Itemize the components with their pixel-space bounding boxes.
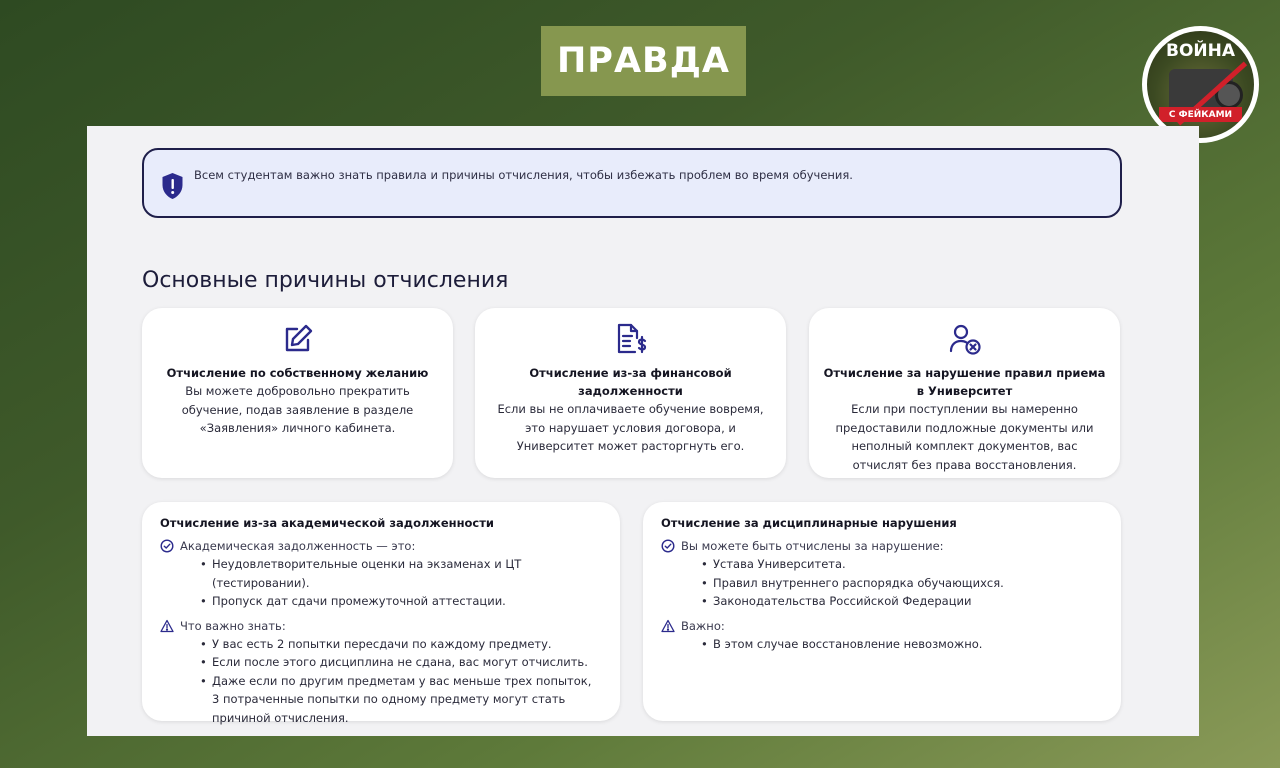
card-academic-debt [142,502,620,725]
card-desc: Вы можете добровольно прекратить обучение, подав заявление в разделе «Заявления» личного кабинета. [181,384,414,435]
card-title: Отчисление из-за академической задолженности [160,516,494,530]
list-item: • Законодательства Российской Федерации [701,592,1103,611]
check-circle-icon [160,539,174,553]
bullet-list [701,635,1103,654]
badge-logo [1147,31,1254,138]
bullet-list [200,555,602,611]
card-title: Отчисление за дисциплинарные нарушения [661,516,957,530]
bullet-list [200,635,602,728]
card-disciplinary [643,502,1121,721]
card-title: Отчисление из-за финансовой задолженности [529,366,732,398]
edit-icon [281,322,315,356]
invoice-dollar-icon [614,322,648,356]
check-row [661,537,1103,555]
bullet-list [701,555,1103,611]
notice-text: Всем студентам важно знать правила и причины отчисления, чтобы избежать проблем во время обучения. [194,168,853,182]
warning-row [160,617,602,635]
check-label: Академическая задолженность — это: [180,539,416,553]
list-item: • Пропуск дат сдачи промежуточной аттестации. [200,592,602,611]
pravda-label: ПРАВДА [541,26,746,96]
card-financial [475,308,786,478]
check-circle-icon [661,539,675,553]
card-title: Отчисление за нарушение правил приема в Университет [823,366,1106,398]
card-admission-violation [809,308,1120,478]
check-row [160,537,602,555]
list-item: • В этом случае восстановление невозможно. [701,635,1103,654]
list-item: • У вас есть 2 попытки пересдачи по каждому предмету. [200,635,602,654]
card-title: Отчисление по собственному желанию [166,366,429,380]
list-item: • Неудовлетворительные оценки на экзаменах и ЦТ (тестировании). [200,555,602,592]
check-label: Вы можете быть отчислены за нарушение: [681,539,944,553]
warning-triangle-icon [661,619,675,633]
card-desc: Если вы не оплачиваете обучение вовремя, это нарушает условия договора, и Университет может расторгнуть его. [497,402,764,453]
list-item: • Если после этого дисциплина не сдана, вас могут отчислить. [200,653,602,672]
card-desc: Если при поступлении вы намеренно предоставили подложные документы или неполный комплект документов, вас отчислят без права восстановления. [835,402,1094,472]
list-item: • Даже если по другим предметам у вас меньше трех попыток, 3 потраченные попытки по одному предмету могут стать причиной отчисления. [200,672,602,728]
warning-label: Важно: [681,618,725,633]
warning-row [661,617,1103,635]
warning-triangle-icon [160,619,174,633]
shield-alert-icon [160,172,185,200]
section-title: Основные причины отчисления [142,268,509,293]
list-item: • Правил внутреннего распорядка обучающихся. [701,574,1103,593]
badge-bottom-text: С ФЕЙКАМИ [1159,107,1242,122]
screenshot-panel [87,126,1199,736]
list-item: • Устава Университета. [701,555,1103,574]
info-notice [142,148,1122,218]
warning-label: Что важно знать: [180,618,286,633]
card-voluntary [142,308,453,478]
badge-top-text: ВОЙНА [1165,41,1236,61]
user-x-icon [948,322,982,356]
